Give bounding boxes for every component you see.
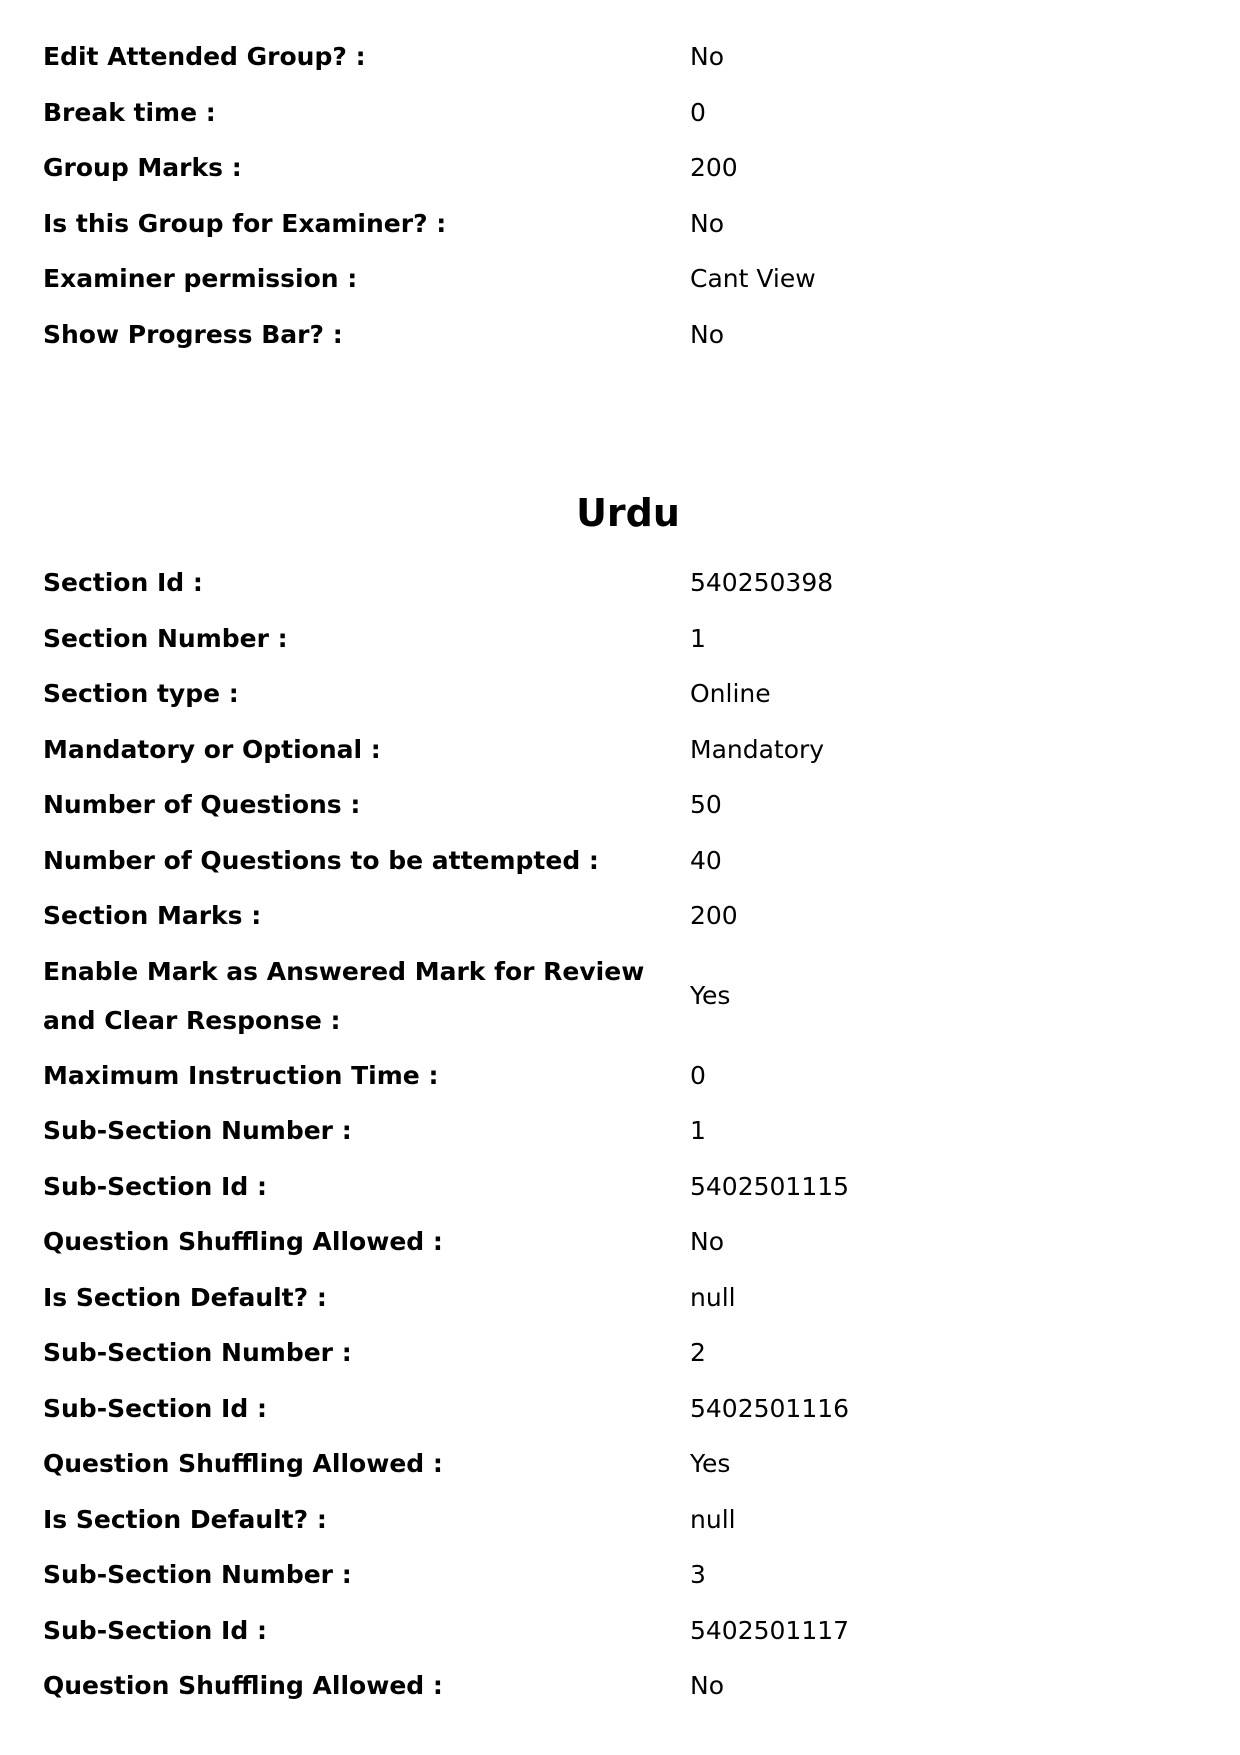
detail-value: No xyxy=(690,1227,724,1257)
detail-value: 200 xyxy=(690,153,738,183)
detail-row-sub-section-id xyxy=(43,1159,1183,1215)
detail-label: Number of Questions : xyxy=(43,790,361,820)
detail-label: Number of Questions to be attempted : xyxy=(43,845,599,875)
detail-label: Is Section Default? : xyxy=(43,1504,327,1534)
detail-value: No xyxy=(690,1671,724,1701)
detail-value: No xyxy=(690,42,724,72)
detail-row-examiner-permission xyxy=(43,251,1183,307)
detail-value: 3 xyxy=(690,1560,706,1590)
detail-value: Mandatory xyxy=(690,734,825,764)
detail-label: Is Section Default? : xyxy=(43,1282,327,1312)
detail-label: Sub-Section Id : xyxy=(43,1393,267,1423)
detail-row-show-progress-bar xyxy=(43,307,1183,363)
detail-row-sub-section-id xyxy=(43,1381,1183,1437)
detail-value: null xyxy=(690,1504,736,1534)
detail-value: No xyxy=(690,319,724,349)
detail-row-group-marks xyxy=(43,140,1183,196)
detail-label: Is this Group for Examiner? : xyxy=(43,208,447,238)
detail-value: 50 xyxy=(690,790,722,820)
detail-label: Examiner permission : xyxy=(43,264,358,294)
detail-label: Sub-Section Number : xyxy=(43,1116,352,1146)
detail-label: Mandatory or Optional : xyxy=(43,734,381,764)
detail-row-sub-section-number xyxy=(43,1325,1183,1381)
detail-value: 1 xyxy=(690,623,706,653)
detail-row-question-shuffling xyxy=(43,1658,1183,1714)
detail-row-break-time xyxy=(43,85,1183,141)
detail-row-edit-attended-group xyxy=(43,29,1183,85)
detail-label: Sub-Section Id : xyxy=(43,1615,267,1645)
detail-value: Cant View xyxy=(690,264,816,294)
detail-label: Break time : xyxy=(43,97,216,127)
detail-value: 0 xyxy=(690,1060,706,1090)
detail-label: Section Id : xyxy=(43,568,203,598)
detail-value: 5402501115 xyxy=(690,1171,850,1201)
section-details-table xyxy=(43,555,1183,1714)
detail-value: 200 xyxy=(690,901,738,931)
detail-label: Sub-Section Number : xyxy=(43,1338,352,1368)
detail-row-section-marks xyxy=(43,888,1183,944)
detail-value: 40 xyxy=(690,845,722,875)
detail-value: 5402501117 xyxy=(690,1615,850,1645)
detail-label: Section type : xyxy=(43,679,239,709)
detail-row-section-id xyxy=(43,555,1183,611)
detail-value: 0 xyxy=(690,97,706,127)
detail-row-section-default xyxy=(43,1492,1183,1548)
detail-row-enable-mark-as-answered xyxy=(43,944,1183,1048)
detail-value: 5402501116 xyxy=(690,1393,850,1423)
detail-value: 540250398 xyxy=(690,568,834,598)
detail-row-section-number xyxy=(43,611,1183,667)
detail-label: Question Shuffling Allowed : xyxy=(43,1449,443,1479)
detail-value: null xyxy=(690,1282,736,1312)
detail-label: Question Shuffling Allowed : xyxy=(43,1227,443,1257)
detail-label: Maximum Instruction Time : xyxy=(43,1060,439,1090)
detail-label: Sub-Section Id : xyxy=(43,1171,267,1201)
detail-value: Yes xyxy=(690,1449,731,1479)
detail-value: Online xyxy=(690,679,771,709)
detail-row-sub-section-number xyxy=(43,1547,1183,1603)
detail-row-sub-section-id xyxy=(43,1603,1183,1659)
detail-row-question-shuffling xyxy=(43,1214,1183,1270)
detail-value: Yes xyxy=(690,981,731,1010)
detail-label: Edit Attended Group? : xyxy=(43,42,366,72)
detail-row-mandatory-or-optional xyxy=(43,722,1183,778)
section-title: Urdu xyxy=(576,491,680,535)
detail-row-questions-to-attempt xyxy=(43,833,1183,889)
detail-row-sub-section-number xyxy=(43,1103,1183,1159)
detail-label: Enable Mark as Answered Mark for Review and Clear Response : xyxy=(43,956,645,1035)
detail-row-section-type xyxy=(43,666,1183,722)
detail-label: Section Number : xyxy=(43,623,288,653)
detail-row-max-instruction-time xyxy=(43,1048,1183,1104)
detail-value: 1 xyxy=(690,1116,706,1146)
detail-value: 2 xyxy=(690,1338,706,1368)
detail-label: Show Progress Bar? : xyxy=(43,319,343,349)
detail-row-question-shuffling xyxy=(43,1436,1183,1492)
detail-value: No xyxy=(690,208,724,238)
detail-row-number-of-questions xyxy=(43,777,1183,833)
detail-row-group-for-examiner xyxy=(43,196,1183,252)
detail-label: Group Marks : xyxy=(43,153,242,183)
detail-label: Section Marks : xyxy=(43,901,262,931)
group-details-table xyxy=(43,29,1183,362)
detail-label: Sub-Section Number : xyxy=(43,1560,352,1590)
detail-row-section-default xyxy=(43,1270,1183,1326)
detail-label: Question Shuffling Allowed : xyxy=(43,1671,443,1701)
